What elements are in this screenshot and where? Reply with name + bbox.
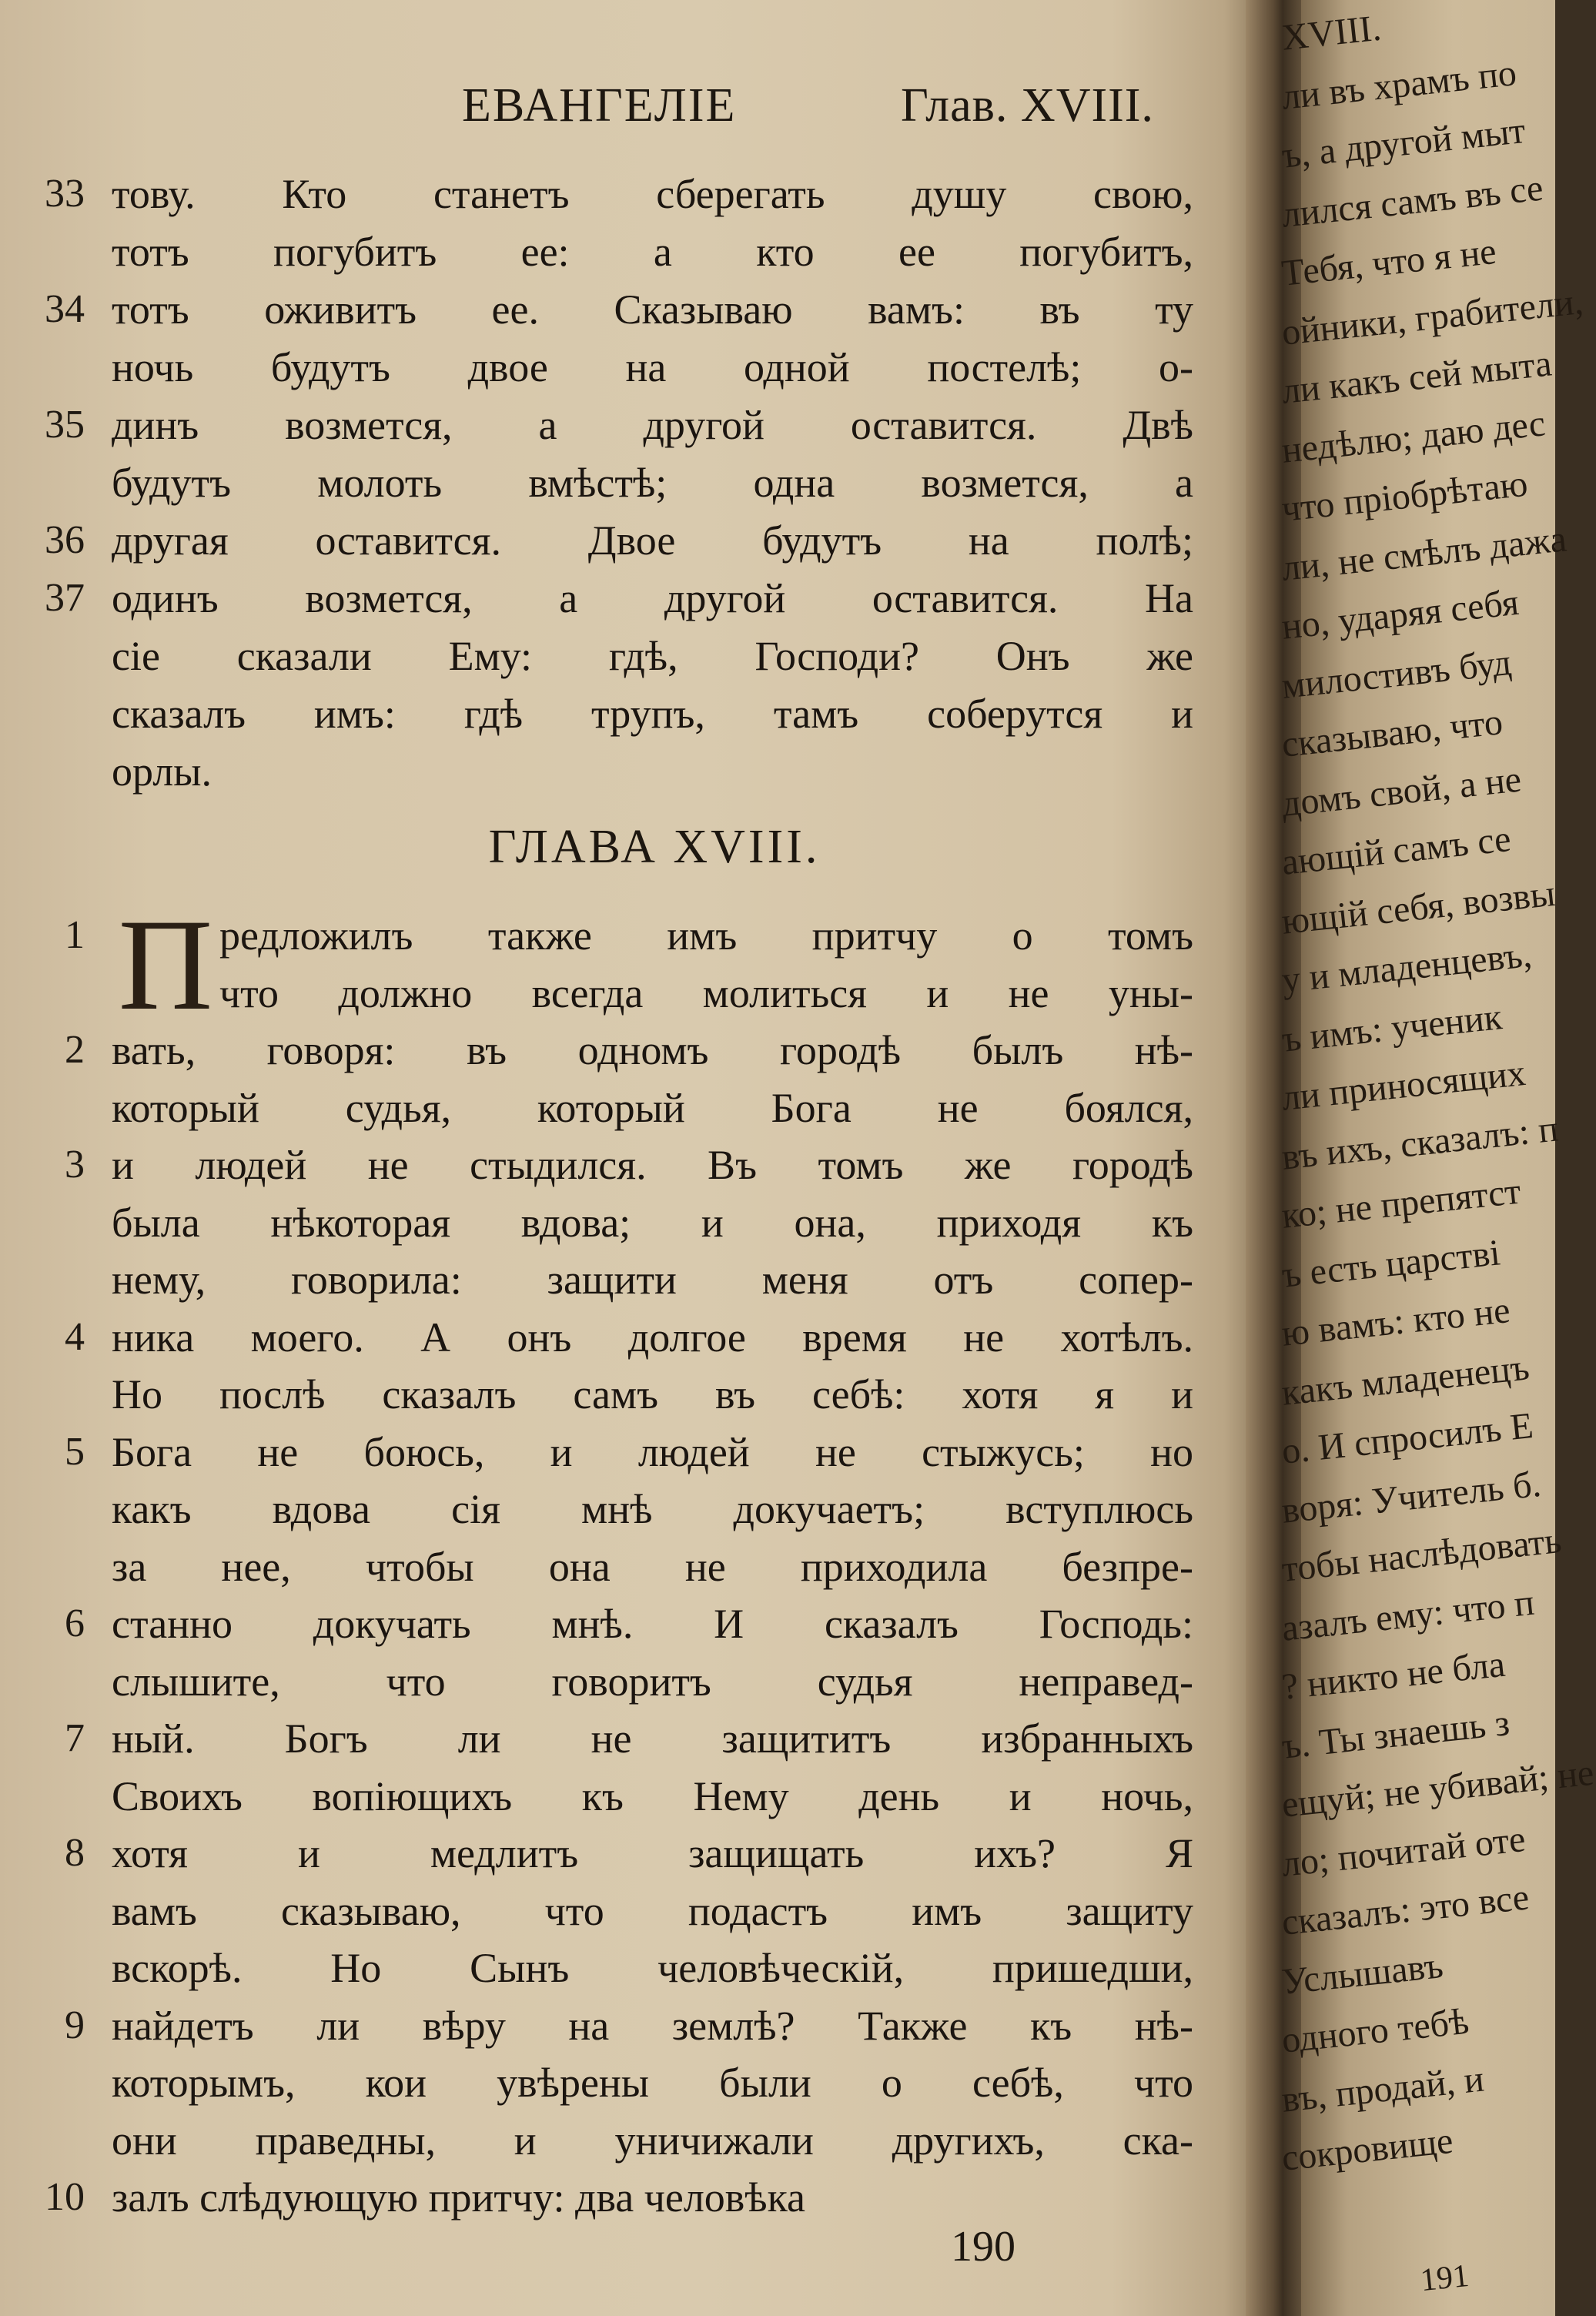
verse-number: 1 — [65, 913, 85, 957]
text-line: тову. Кто станетъ сберегать душу свою, — [112, 171, 1193, 217]
text-line: динъ возмется, а другой оставится. Двѣ — [112, 402, 1193, 448]
text-line: ночь будутъ двое на одной постелѣ; о- — [112, 344, 1193, 390]
text-line: тотъ погубитъ ее: а кто ее погубитъ, — [112, 229, 1193, 275]
text-line: станно докучать мнѣ. И сказалъ Господь: — [112, 1601, 1193, 1647]
text-line: сіе сказали Ему: гдѣ, Господи? Онъ же — [112, 633, 1193, 679]
verse-number: 9 — [65, 2003, 85, 2047]
text-line: будутъ молоть вмѣстѣ; одна возмется, а — [112, 460, 1193, 506]
right-page-line: ещуй; не убивай; не — [1280, 1752, 1596, 1826]
running-title: ЕВАНГЕЛІЕ — [462, 79, 737, 132]
right-page-line: сказалъ: это все — [1280, 1876, 1531, 1943]
verse-number: 3 — [65, 1143, 85, 1186]
text-line: хотя и медлитъ защищать ихъ? Я — [112, 1830, 1193, 1876]
text-line: тотъ оживитъ ее. Сказываю вамъ: въ ту — [112, 286, 1193, 333]
right-page-line: ? никто не бла — [1280, 1643, 1507, 1708]
verse-number: 10 — [45, 2175, 85, 2219]
right-page-line: ли какъ сей мыта — [1280, 343, 1554, 412]
right-page-line: недѣлю; даю дес — [1280, 402, 1547, 471]
verse-number: 35 — [45, 403, 85, 447]
text-line: какъ вдова сія мнѣ докучаетъ; вступлюсь — [112, 1486, 1193, 1532]
right-page-line: ли въ храмъ по — [1280, 52, 1519, 118]
text-line: залъ слѣдующую притчу: два человѣка — [112, 2174, 805, 2221]
right-page-line: лился самъ въ се — [1280, 167, 1545, 236]
right-page-line: ойники, грабители, — [1280, 280, 1585, 353]
right-page-line: какъ младенецъ — [1280, 1346, 1531, 1414]
running-head — [0, 71, 1263, 140]
page-number-left: 190 — [951, 2223, 1015, 2271]
text-line: Но послѣ сказалъ самъ въ себѣ: хотя я и — [112, 1371, 1193, 1417]
right-page-line: ло; почитай оте — [1280, 1818, 1527, 1885]
right-page-line: милостивъ буд — [1280, 641, 1514, 707]
text-line: сказалъ имъ: гдѣ трупъ, тамъ соберутся и — [112, 691, 1193, 737]
text-line: они праведны, и уничижали другихъ, ска- — [112, 2117, 1193, 2164]
right-page-line: въ ихъ, сказалъ: п — [1280, 1107, 1561, 1178]
verse-number: 33 — [45, 172, 85, 216]
verse-number: 6 — [65, 1601, 85, 1645]
right-page-line: но, ударяя себя — [1280, 581, 1521, 648]
right-page-line: ющій себя, возвы — [1280, 872, 1558, 942]
right-page-line: ъ имъ: ученик — [1280, 996, 1504, 1060]
text-line: вать, говоря: въ одномъ городѣ былъ нѣ- — [112, 1027, 1193, 1073]
right-page-line: азалъ ему: что п — [1280, 1581, 1537, 1649]
right-page-line: воря: Учитель б. — [1280, 1463, 1543, 1531]
right-page-line: ъ, а другой мыт — [1280, 109, 1527, 176]
verse-number: 5 — [65, 1429, 85, 1474]
text-line: который судья, который Бога не боялся, — [112, 1084, 1193, 1131]
right-page-line: ли, не смѣлъ дажа — [1280, 517, 1569, 589]
drop-cap: П — [118, 892, 213, 1037]
text-line: Своихъ вопіющихъ къ Нему день и ночь, — [112, 1772, 1193, 1819]
text-line: Бога не боюсь, и людей не стыжусь; но — [112, 1428, 1193, 1475]
verse-number: 7 — [65, 1716, 85, 1760]
text-line: ника моего. А онъ долгое время не хотѣлъ. — [112, 1314, 1193, 1360]
text-line: что должно всегда молиться и не уны- — [219, 969, 1193, 1016]
right-page-line: сокровище — [1280, 2120, 1455, 2179]
right-page-line: Тебя, что я не — [1280, 230, 1498, 294]
verse-number: 37 — [45, 576, 85, 620]
right-page-line: тобы наслѣдовать — [1280, 1520, 1564, 1590]
verse-number: 36 — [45, 518, 85, 562]
text-line: вамъ сказываю, что подастъ имъ защиту — [112, 1887, 1193, 1934]
text-line: была нѣкоторая вдова; и она, приходя къ — [112, 1199, 1193, 1246]
right-page-line: ко; не препятст — [1280, 1170, 1523, 1237]
right-page-line: одного тебѣ — [1280, 2000, 1471, 2061]
right-page-line: ающій самъ се — [1280, 818, 1513, 883]
right-page-line: въ, продай, и — [1280, 2058, 1486, 2120]
chapter-heading: ГЛАВА XVIII. — [488, 821, 821, 873]
text-line: которымъ, кои увѣрены были о себѣ, что — [112, 2060, 1193, 2106]
text-line: одинъ возмется, а другой оставится. На — [112, 575, 1193, 621]
verse-number: 8 — [65, 1831, 85, 1875]
text-line: другая оставится. Двое будутъ на полѣ; — [112, 517, 1193, 564]
verse-number: 2 — [65, 1028, 85, 1072]
right-page-line: ъ есть царствi — [1280, 1231, 1502, 1296]
text-line: ный. Богъ ли не защититъ избранныхъ — [112, 1715, 1193, 1762]
text-line: и людей не стыдился. Въ томъ же городѣ — [112, 1142, 1193, 1188]
text-line: слышите, что говоритъ судья неправед- — [112, 1658, 1193, 1705]
text-line: за нее, чтобы она не приходила безпре- — [112, 1543, 1193, 1590]
right-page-line: о. И спросилъ Е — [1280, 1404, 1535, 1472]
text-line: орлы. — [112, 748, 212, 795]
text-line: редложилъ также имъ притчу о томъ — [219, 912, 1193, 959]
page-number-right: 191 — [1418, 2257, 1471, 2299]
right-page-line: что пріобрѣтаю — [1280, 463, 1530, 530]
verse-number: 4 — [65, 1314, 85, 1359]
right-page-line: Услышавъ — [1280, 1944, 1445, 2003]
right-page-line: сказываю, что — [1280, 701, 1505, 765]
running-chapter: Глав. XVIII. — [901, 79, 1154, 132]
right-page-line: у и младенцевъ, — [1280, 934, 1534, 1001]
text-line: вскорѣ. Но Сынъ человѣческій, пришедши, — [112, 1945, 1193, 1991]
text-line: найдетъ ли вѣру на землѣ? Также къ нѣ- — [112, 2002, 1193, 2049]
right-page-line: ъ. Ты знаешь з — [1280, 1702, 1512, 1767]
right-page-line: ли приносящих — [1280, 1052, 1527, 1119]
right-page-line: ю вамъ: кто не — [1280, 1290, 1512, 1354]
right-page-line: XVIII. — [1280, 7, 1384, 59]
text-line: нему, говорила: защити меня отъ сопер- — [112, 1257, 1193, 1303]
verse-number: 34 — [45, 287, 85, 331]
right-page-line: домъ свой, а не — [1280, 758, 1524, 825]
